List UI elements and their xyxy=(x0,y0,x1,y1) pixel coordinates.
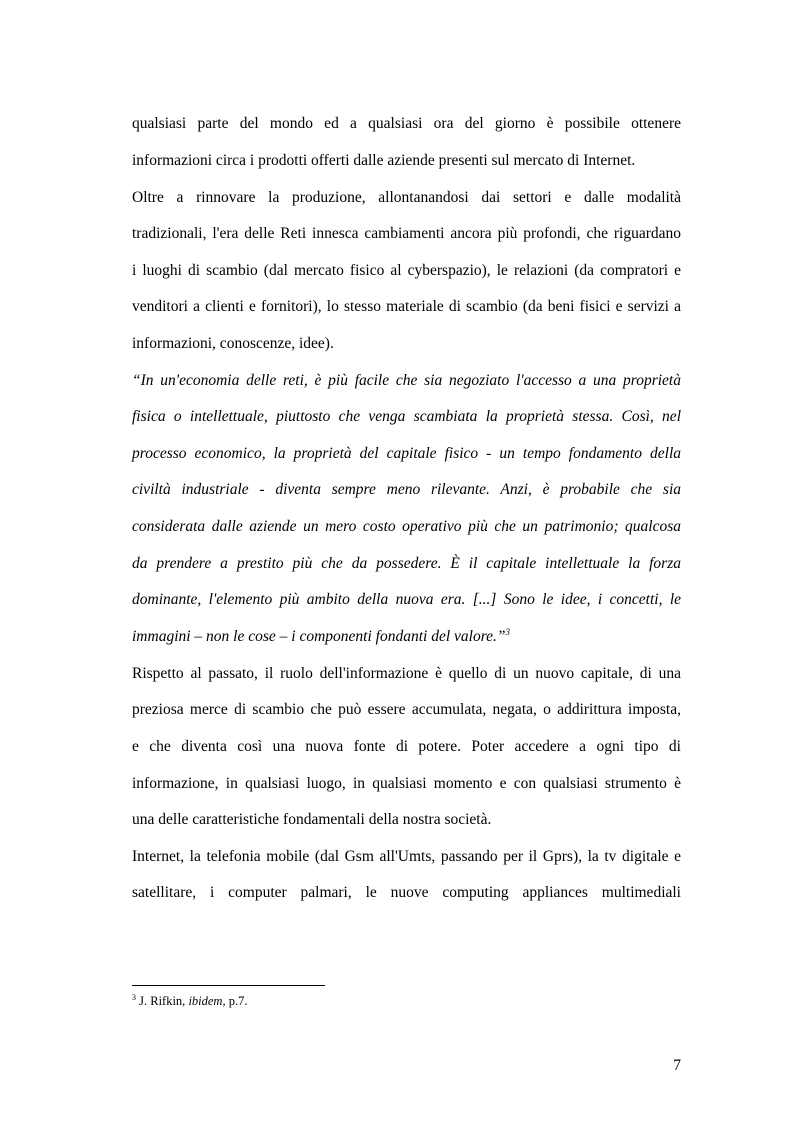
text-line: qualsiasi parte del mondo ed a qualsiasi ora del giorno è possibile ottenere xyxy=(132,115,681,132)
quote-line: fisica o intellettuale, piuttosto che venga scambiata la proprietà stessa. Così, nel xyxy=(132,408,681,425)
page-number: 7 xyxy=(673,1057,681,1074)
quote-line: considerata dalle aziende un mero costo operativo più che un patrimonio; qualcosa xyxy=(132,518,681,535)
text-line: preziosa merce di scambio che può essere accumulata, negata, o addirittura imposta, xyxy=(132,701,681,718)
footnote-pages: , p.7. xyxy=(222,994,248,1008)
quote-line-text: immagini – non le cose – i componenti fondanti del valore.” xyxy=(132,628,506,645)
quote-line: da prendere a prestito più che da possedere. È il capitale intellettuale la forza xyxy=(132,555,681,572)
quote-line: civiltà industriale - diventa sempre meno rilevante. Anzi, è probabile che sia xyxy=(132,481,681,498)
footnote-number: 3 xyxy=(132,993,136,1002)
text-line: e che diventa così una nuova fonte di potere. Poter accedere a ogni tipo di xyxy=(132,738,681,755)
text-line: i luoghi di scambio (dal mercato fisico al cyberspazio), le relazioni (da compratori e xyxy=(132,262,681,279)
quote-line: processo economico, la proprietà del capitale fisico - un tempo fondamento della xyxy=(132,445,681,462)
text-line: informazioni, conoscenze, idee). xyxy=(132,335,334,352)
footnote-reference[interactable]: 3 xyxy=(505,627,511,637)
text-line: una delle caratteristiche fondamentali della nostra società. xyxy=(132,811,492,828)
text-line: Oltre a rinnovare la produzione, allontanandosi dai settori e dalle modalità xyxy=(132,189,681,206)
footnote-author: J. Rifkin, xyxy=(139,994,189,1008)
quote-line-last xyxy=(132,627,681,647)
text-line: Internet, la telefonia mobile (dal Gsm all'Umts, passando per il Gprs), la tv digitale e xyxy=(132,848,681,865)
text-line: informazioni circa i prodotti offerti dalle aziende presenti sul mercato di Internet. xyxy=(132,152,636,169)
text-line: venditori a clienti e fornitori), lo stesso materiale di scambio (da beni fisici e servizi a xyxy=(132,298,681,315)
text-line: satellitare, i computer palmari, le nuove computing appliances multimediali xyxy=(132,884,681,901)
footnote-work: ibidem xyxy=(188,994,223,1008)
text-line: tradizionali, l'era delle Reti innesca cambiamenti ancora più profondi, che riguardano xyxy=(132,225,681,242)
text-line: Rispetto al passato, il ruolo dell'informazione è quello di un nuovo capitale, di una xyxy=(132,665,681,682)
footnote xyxy=(132,993,247,1009)
quote-line: “In un'economia delle reti, è più facile che sia negoziato l'accesso a una proprietà xyxy=(132,372,681,389)
quote-line: dominante, l'elemento più ambito della nuova era. [...] Sono le idee, i concetti, le xyxy=(132,591,681,608)
text-line: informazione, in qualsiasi luogo, in qualsiasi momento e con qualsiasi strumento è xyxy=(132,775,681,792)
footnote-separator xyxy=(132,985,325,986)
